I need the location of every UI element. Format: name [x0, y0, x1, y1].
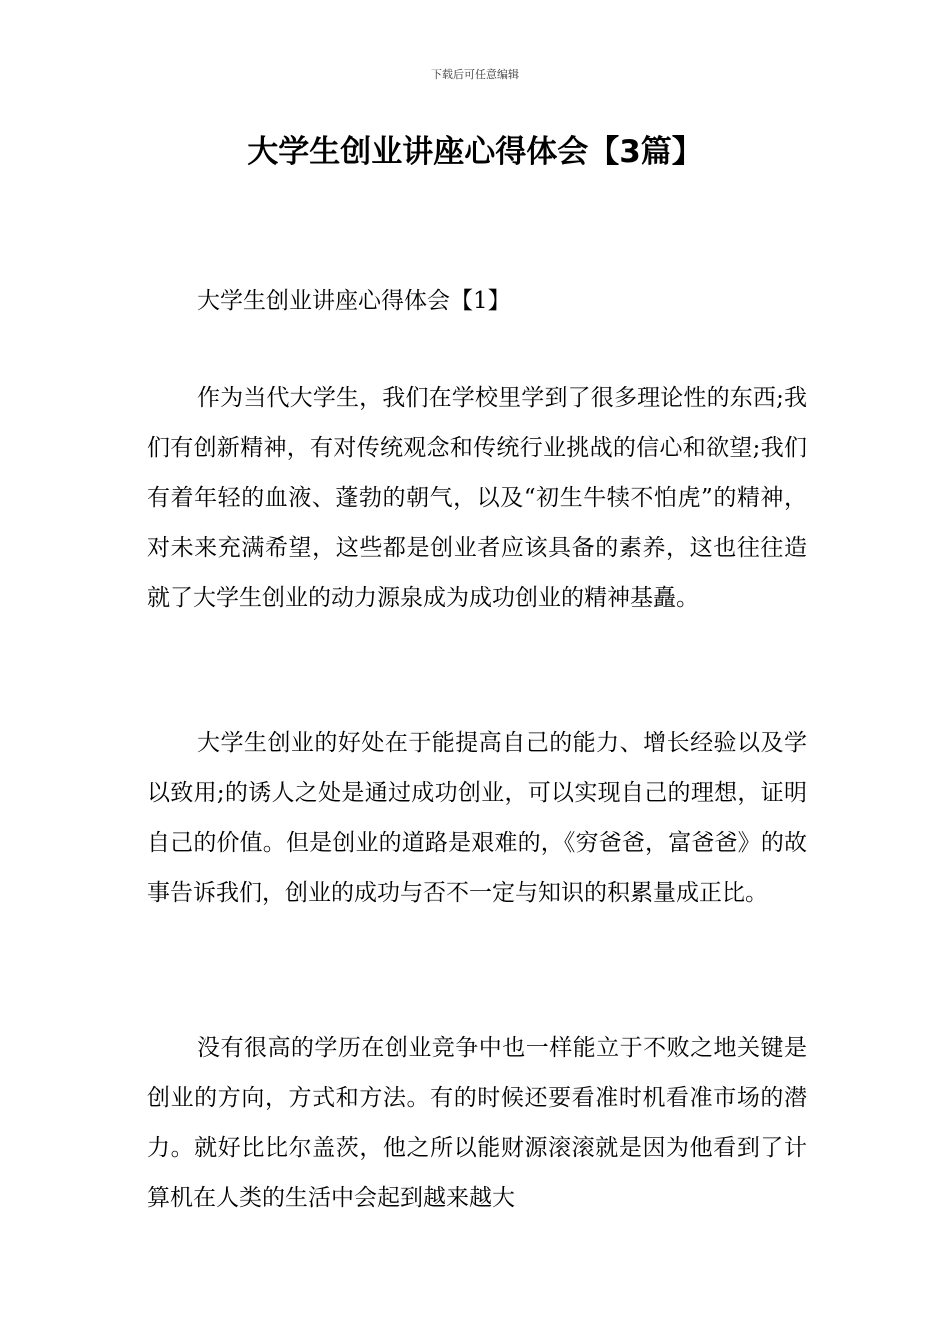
paragraph-2: 大学生创业的好处在于能提高自己的能力、增长经验以及学以致用;的诱人之处是通过成功创业，可以实现自己的理想，证明自己的价值。但是创业的道路是艰难的，《穷爸爸，富爸爸》的故事告诉我们，创业的成功与否不一定与知识的积累量成正比。: [147, 730, 807, 906]
document-title: 大学生创业讲座心得体会【3篇】: [247, 134, 703, 170]
paragraph-3: 没有很高的学历在创业竞争中也一样能立于不败之地关键是创业的方向，方式和方法。有的时候还要看准时机看准市场的潜力。就好比比尔盖茨，他之所以能财源滚滚就是因为他看到了计算机在人类的生活中会起到越来越大: [147, 1035, 807, 1211]
section-heading: 大学生创业讲座心得体会【1】: [197, 288, 511, 314]
header-note: 下载后可任意编辑: [431, 68, 519, 81]
paragraph-1: 作为当代大学生，我们在学校里学到了很多理论性的东西;我们有创新精神，有对传统观念和传统行业挑战的信心和欲望;我们有着年轻的血液、蓬勃的朝气，以及“初生牛犊不怕虎”的精神，对未来充满希望，这些都是创业者应该具备的素养，这也往往造就了大学生创业的动力源泉成为成功创业的精神基矗。: [147, 385, 807, 611]
